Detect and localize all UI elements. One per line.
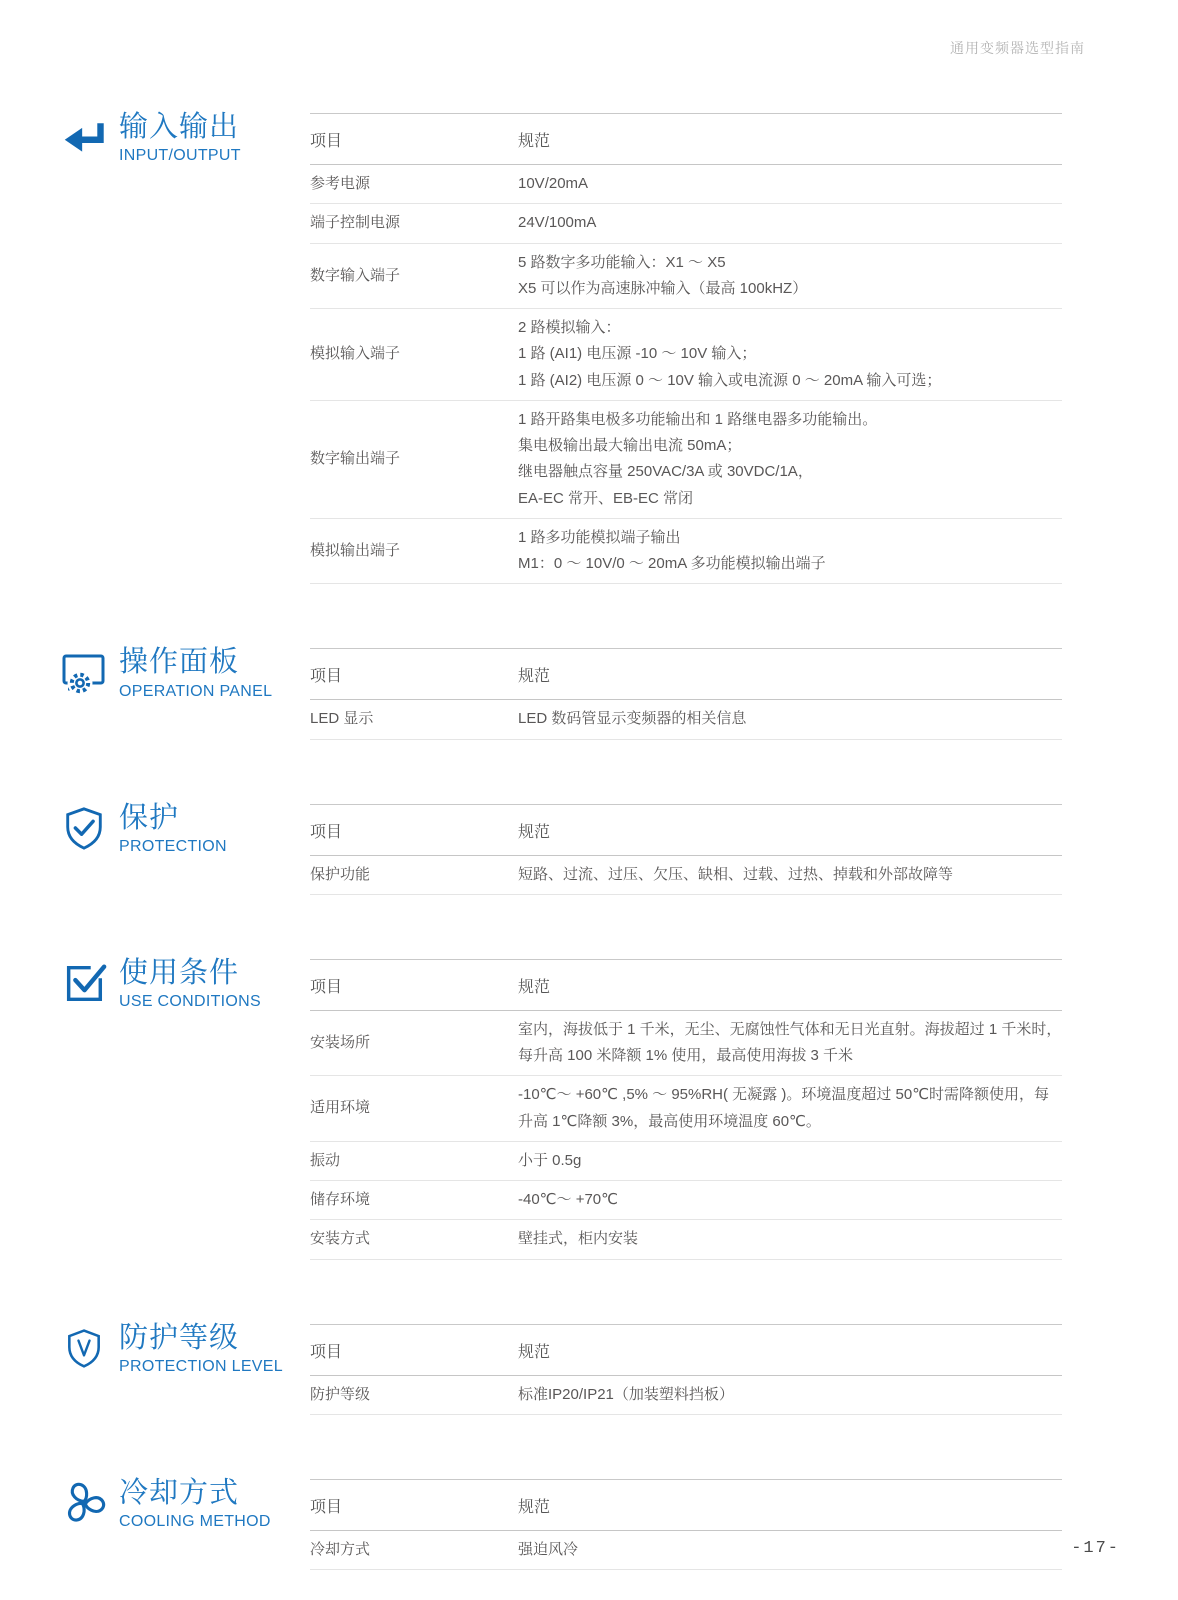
section-subtitle: OPERATION PANEL: [119, 682, 273, 700]
spec-cell: [518, 1375, 1062, 1414]
item-cell: 数字输出端子: [310, 450, 401, 468]
section-subtitle: PROTECTION LEVEL: [119, 1357, 283, 1375]
table-row: [310, 1220, 1062, 1259]
spec-table: [310, 1479, 1062, 1570]
spec-cell: [518, 1141, 1062, 1180]
spec-line: LED 数码管显示变频器的相关信息: [518, 710, 747, 728]
spec-line: 强迫风冷: [518, 1540, 579, 1558]
item-cell: 适用环境: [310, 1099, 371, 1117]
col-header-item: 项目: [310, 1324, 518, 1375]
monitor-gear-icon: [58, 646, 110, 698]
item-cell: 端子控制电源: [310, 214, 401, 232]
spec-line: -10℃～ +60℃ ,5% ～ 95%RH( 无凝露 )。环境温度超过 50℃时需降额使用，每升高 1℃降额 3%，最高使用环境温度 60℃。: [518, 1086, 1050, 1130]
sections-container: [58, 105, 1062, 1570]
spec-line: 继电器触点容量 250VAC/3A 或 30VDC/1A，: [518, 463, 813, 481]
section-subtitle: COOLING METHOD: [119, 1513, 271, 1531]
spec-table: [310, 959, 1062, 1260]
item-cell: 防护等级: [310, 1385, 371, 1403]
section-table-wrap: [310, 648, 1062, 739]
spec-line: 小于 0.5g: [518, 1151, 582, 1169]
spec-cell: [518, 204, 1062, 243]
table-row: [310, 1181, 1062, 1220]
section-heading: [58, 640, 310, 739]
section-heading: [58, 105, 310, 584]
col-header-item: 项目: [310, 1479, 518, 1530]
section-heading: [58, 796, 310, 895]
table-row: [310, 518, 1062, 584]
spec-table: [310, 113, 1062, 584]
spec-cell: [518, 1530, 1062, 1569]
spec-section: [58, 640, 1062, 739]
table-header-row: [310, 804, 1062, 855]
item-cell: 储存环境: [310, 1191, 371, 1208]
spec-section: [58, 105, 1062, 584]
section-heading: [58, 1316, 310, 1415]
col-header-spec: 规范: [518, 1479, 1062, 1530]
page-footer: [1071, 1539, 1120, 1558]
spec-line: 5 路数字多功能输入：X1 ～ X5: [518, 253, 726, 271]
shield-check-icon: [58, 802, 110, 854]
table-row: [310, 204, 1062, 243]
item-cell: 冷却方式: [310, 1540, 371, 1558]
item-cell: 模拟输入端子: [310, 345, 401, 363]
spec-line: X5 可以作为高速脉冲输入（最高 100kHZ）: [518, 279, 808, 297]
spec-line: 2 路模拟输入：: [518, 319, 621, 336]
table-row: [310, 165, 1062, 204]
spec-table: [310, 804, 1062, 895]
col-header-spec: 规范: [518, 959, 1062, 1010]
spec-cell: [518, 700, 1062, 739]
spec-line: 10V/20mA: [518, 175, 589, 192]
spec-line: 1 路 (AI2) 电压源 0 ～ 10V 输入或电流源 0 ～ 20mA 输入可选；: [518, 371, 942, 389]
section-title: 输入输出: [119, 111, 240, 143]
spec-cell: [518, 518, 1062, 584]
section-subtitle: INPUT/OUTPUT: [119, 147, 241, 165]
spec-cell: [518, 1076, 1062, 1142]
page-header: [950, 38, 1085, 58]
item-cell: 数字输入端子: [310, 266, 401, 284]
spec-line: 24V/100mA: [518, 214, 597, 232]
item-cell: 安装方式: [310, 1230, 371, 1248]
table-row: [310, 400, 1062, 518]
section-title: 操作面板: [119, 646, 240, 679]
item-cell: 振动: [310, 1151, 341, 1169]
table-row: [310, 1010, 1062, 1076]
spec-line: 集电极输出最大输出电流 50mA；: [518, 437, 742, 454]
spec-line: 壁挂式，柜内安装: [518, 1230, 639, 1248]
col-header-item: 项目: [310, 959, 518, 1010]
spec-line: 短路、过流、过压、欠压、缺相、过载、过热、掉载和外部故障等: [518, 865, 954, 883]
section-table-wrap: [310, 1324, 1062, 1415]
spec-line: 1 路 (AI1) 电压源 -10 ～ 10V 输入；: [518, 345, 757, 363]
page-number: -17-: [1071, 1539, 1120, 1558]
section-heading: [58, 951, 310, 1260]
section-table-wrap: [310, 804, 1062, 895]
spec-line: 1 路开路集电极多功能输出和 1 路继电器多功能输出。: [518, 410, 878, 428]
spec-table: [310, 648, 1062, 739]
item-cell: 模拟输出端子: [310, 541, 401, 559]
section-heading: [58, 1471, 310, 1570]
item-cell: LED 显示: [310, 710, 374, 728]
section-table-wrap: [310, 113, 1062, 584]
spec-cell: [518, 243, 1062, 309]
spec-cell: [518, 400, 1062, 518]
spec-line: 标准IP20/IP21（加装塑料挡板）: [518, 1385, 734, 1403]
spec-line: -40℃～ +70℃: [518, 1191, 618, 1208]
spec-line: 1 路多功能模拟端子输出: [518, 528, 681, 546]
return-arrow-icon: [58, 111, 110, 163]
spec-cell: [518, 165, 1062, 204]
shield-v-icon: [58, 1322, 110, 1374]
table-row: [310, 855, 1062, 894]
spec-line: 室内，海拔低于 1 千米，无尘、无腐蚀性气体和无日光直射。海拔超过 1 千米时，每升高 100 米降额 1% 使用，最高使用海拔 3 千米: [518, 1020, 1062, 1064]
spec-line: M1：0 ～ 10V/0 ～ 20mA 多功能模拟输出端子: [518, 555, 826, 572]
table-header-row: [310, 959, 1062, 1010]
section-title: 防护等级: [119, 1321, 240, 1354]
section-table-wrap: [310, 1479, 1062, 1570]
section-title: 使用条件: [119, 956, 240, 989]
table-row: [310, 700, 1062, 739]
spec-line: EA-EC 常开、EB-EC 常闭: [518, 489, 694, 507]
spec-cell: [518, 1010, 1062, 1076]
item-cell: 安装场所: [310, 1033, 371, 1051]
spec-section: [58, 1316, 1062, 1415]
spec-cell: [518, 309, 1062, 401]
col-header-item: 项目: [310, 114, 518, 165]
section-title: 保护: [119, 801, 180, 834]
fan-icon: [58, 1477, 110, 1529]
spec-table: [310, 1324, 1062, 1415]
checkbox-check-icon: [58, 957, 110, 1009]
col-header-spec: 规范: [518, 649, 1062, 700]
doc-title: 通用变频器选型指南: [950, 40, 1085, 56]
table-header-row: [310, 1479, 1062, 1530]
table-header-row: [310, 114, 1062, 165]
table-header-row: [310, 649, 1062, 700]
spec-cell: [518, 855, 1062, 894]
col-header-item: 项目: [310, 649, 518, 700]
table-row: [310, 1141, 1062, 1180]
section-subtitle: PROTECTION: [119, 837, 227, 855]
item-cell: 保护功能: [310, 865, 371, 883]
table-header-row: [310, 1324, 1062, 1375]
section-title: 冷却方式: [119, 1476, 240, 1509]
table-row: [310, 309, 1062, 401]
spec-cell: [518, 1220, 1062, 1259]
col-header-spec: 规范: [518, 1324, 1062, 1375]
col-header-spec: 规范: [518, 114, 1062, 165]
col-header-item: 项目: [310, 804, 518, 855]
table-row: [310, 243, 1062, 309]
section-subtitle: USE CONDITIONS: [119, 993, 261, 1011]
table-row: [310, 1076, 1062, 1142]
spec-section: [58, 1471, 1062, 1570]
col-header-spec: 规范: [518, 804, 1062, 855]
spec-section: [58, 796, 1062, 895]
spec-cell: [518, 1181, 1062, 1220]
table-row: [310, 1375, 1062, 1414]
item-cell: 参考电源: [310, 175, 371, 192]
section-table-wrap: [310, 959, 1062, 1260]
table-row: [310, 1530, 1062, 1569]
spec-section: [58, 951, 1062, 1260]
